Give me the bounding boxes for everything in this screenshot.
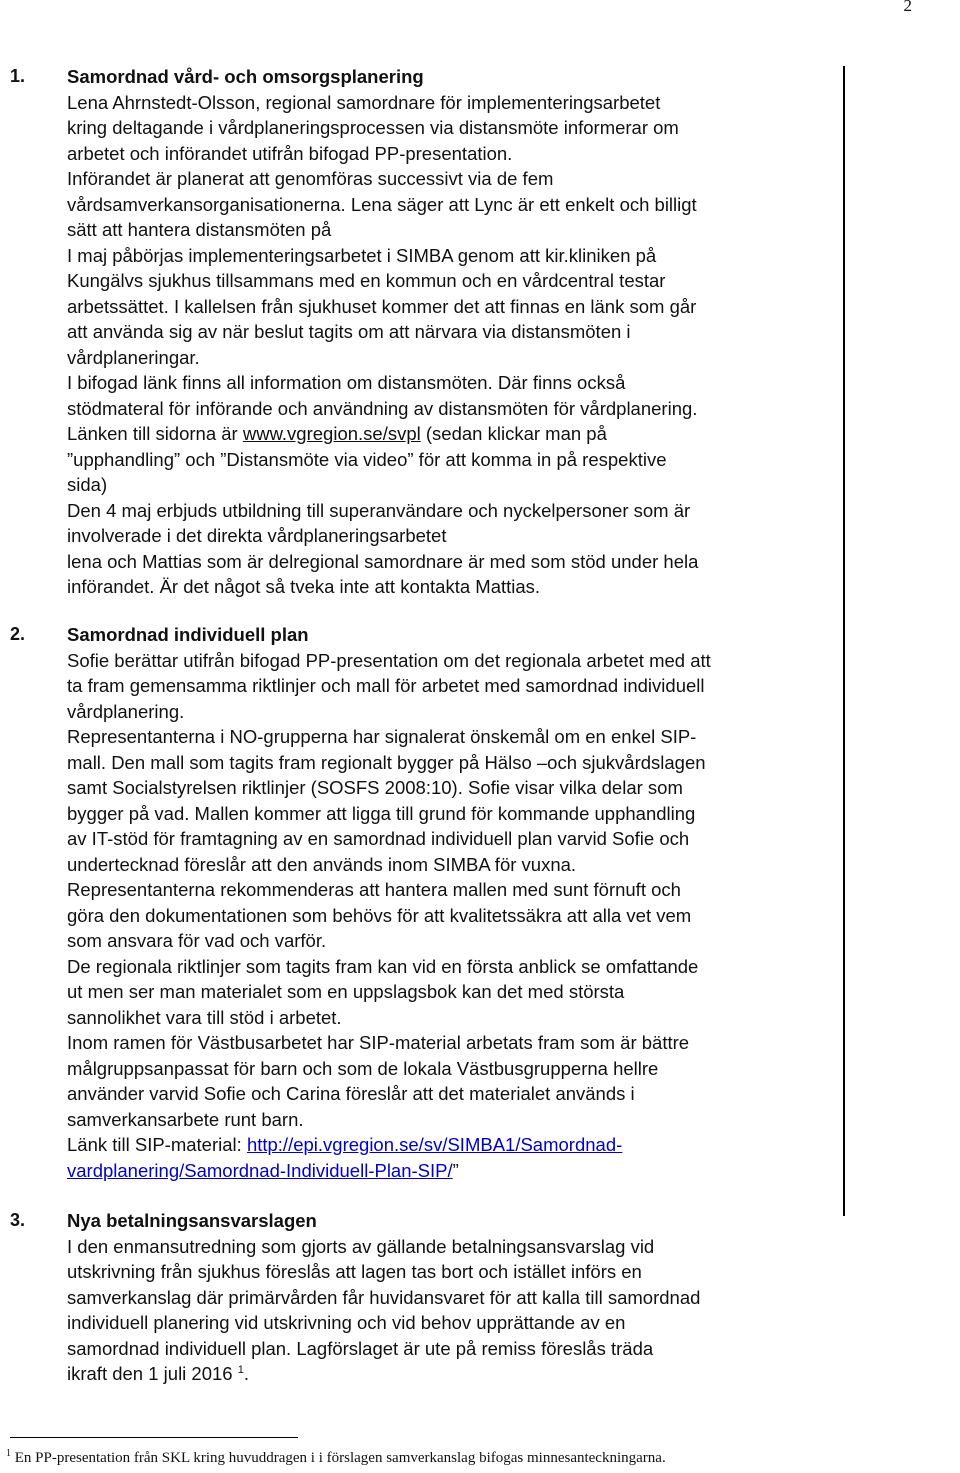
footnote-text: En PP-presentation från SKL kring huvuddragen i i förslagen samverkanslag bifogas minnesanteckningarna. — [11, 1450, 666, 1466]
text-line: involverade i det direkta vårdplaneringsarbetet — [67, 525, 447, 546]
text-line: Sofie berättar utifrån bifogad PP-presentation om det regionala arbetet med att — [67, 649, 711, 671]
link-suffix: (sedan klickar man på — [420, 423, 607, 444]
text-line: samverkanslag där primärvården får huvidansvaret för att kalla till samordnad — [67, 1286, 701, 1308]
text-line: av IT-stöd för framtagning av en samordnad individuell plan varvid Sofie och — [67, 828, 690, 849]
text-line: använder varvid Sofie och Carina föreslår att det materialet används i — [67, 1083, 635, 1104]
text-line: I bifogad länk finns all information om distansmöten. Där finns också — [67, 372, 626, 393]
text-line: sida) — [67, 474, 108, 495]
link-line — [67, 1158, 857, 1184]
text-line: vårdplaneringar. — [67, 346, 200, 368]
text-line: ut men ser man materialet som en uppslagsbok kan det med största — [67, 981, 625, 1002]
link-line — [67, 421, 857, 447]
text-line: stödmateral för införande och användning av distansmöten för vårdplanering. — [67, 397, 698, 419]
text-line: att använda sig av när beslut tagits om att närvara via distansmöten i — [67, 321, 631, 342]
footnote-marker: 1 — [6, 1448, 11, 1459]
text-line: Representanterna i NO-grupperna har signalerat önskemål om en enkel SIP- — [67, 726, 697, 747]
link-line — [67, 1132, 857, 1158]
link-label: Länk till SIP-material: — [67, 1134, 247, 1155]
text-line: sannolikhet vara till stöd i arbetet. — [67, 1006, 342, 1028]
text-line: individuell planering vid utskrivning och vid behov upprättande av en — [67, 1312, 626, 1333]
text-line: samordnad individuell plan. Lagförslaget är ute på remiss föreslås träda — [67, 1337, 654, 1359]
text-line: Inom ramen för Västbusarbetet har SIP-material arbetats fram som är bättre — [67, 1032, 690, 1053]
sip-material-link[interactable]: http://epi.vgregion.se/sv/SIMBA1/Samordnad- — [246, 1134, 623, 1155]
text-line: samverkansarbete runt barn. — [67, 1108, 304, 1130]
text-line: kring deltagande i vårdplaneringsprocessen via distansmöte informerar om — [67, 117, 679, 138]
text-line: som ansvara för vad och varför. — [67, 930, 327, 951]
website-link[interactable]: www.vgregion.se/svpl — [242, 423, 421, 444]
text-line: De regionala riktlinjer som tagits fram kan vid en första anblick se omfattande — [67, 955, 699, 977]
sip-material-link-continued[interactable]: vardplanering/Samordnad-Individuell-Plan-SIP/ — [67, 1159, 453, 1181]
text-line: Lena Ahrnstedt-Olsson, regional samordnare för implementeringsarbetet — [67, 91, 661, 113]
text-line: mall. Den mall som tagits fram regionalt bygger på Hälso –och sjukvårdslagen — [67, 751, 706, 773]
page-number: 2 — [903, 0, 912, 15]
footnote — [6, 1448, 666, 1468]
link-prefix: Länken till sidorna är — [67, 423, 243, 444]
text-line: utskrivning från sjukhus föreslås att lagen tas bort och istället införs en — [67, 1261, 642, 1282]
section-body — [67, 622, 857, 1183]
text-line: samt Socialstyrelsen riktlinjer (SOSFS 2008:10). Sofie visar vilka delar som — [67, 777, 683, 798]
text-line: arbetssättet. I kallelsen från sjukhuset kommer det att finnas en länk som går — [67, 295, 697, 317]
text-line: Den 4 maj erbjuds utbildning till superanvändare och nyckelpersoner som är — [67, 499, 691, 521]
text-line: bygger på vad. Mallen kommer att ligga till grund för kommande upphandling — [67, 802, 696, 824]
text-line: ”upphandling” och ”Distansmöte via video” för att komma in på respektive — [67, 448, 667, 470]
text-line: I den enmansutredning som gjorts av gällande betalningsansvarslag vid — [67, 1235, 655, 1257]
section-title: Samordnad vård- och omsorgsplanering — [67, 66, 424, 87]
section-number: 1. — [10, 66, 26, 86]
section-body — [67, 1208, 857, 1387]
text-line: Införandet är planerat att genomföras successivt via de fem — [67, 168, 554, 189]
text-line — [67, 1361, 857, 1387]
section-number: 3. — [10, 1210, 26, 1230]
text-line: införandet. Är det något så tveka inte att kontakta Mattias. — [67, 576, 541, 597]
text-line: vårdsamverkansorganisationerna. Lena säger att Lync är ett enkelt och billigt — [67, 193, 697, 215]
text-line: målgruppsanpassat för barn och som de lokala Västbusgrupperna hellre — [67, 1057, 659, 1079]
section-number: 2. — [10, 624, 26, 644]
last-line-text: ikraft den 1 juli 2016 — [67, 1363, 233, 1384]
text-line: vårdplanering. — [67, 700, 185, 722]
footnote-separator — [10, 1437, 298, 1438]
text-line: Representanterna rekommenderas att hantera mallen med sunt förnuft och — [67, 879, 681, 900]
text-line: Kungälvs sjukhus tillsammans med en kommun och en vårdcentral testar — [67, 270, 666, 291]
text-line: ta fram gemensamma riktlinjer och mall för arbetet med samordnad individuell — [67, 675, 705, 696]
footnote-reference[interactable]: 1 — [237, 1363, 244, 1376]
section-title: Samordnad individuell plan — [67, 624, 309, 645]
text-line: undertecknad föreslår att den används inom SIMBA för vuxna. — [67, 853, 577, 875]
section-title: Nya betalningsansvarslagen — [67, 1210, 317, 1231]
text-line: arbetet och införandet utifrån bifogad PP-presentation. — [67, 142, 513, 164]
text-line: göra den dokumentationen som behövs för att kvalitetssäkra att alla vet vem — [67, 904, 692, 926]
link-tail: ” — [452, 1159, 459, 1181]
text-line: I maj påbörjas implementeringsarbetet i SIMBA genom att kir.kliniken på — [67, 244, 657, 266]
last-line-end: . — [243, 1363, 249, 1384]
text-line: lena och Mattias som är delregional samordnare är med som stöd under hela — [67, 550, 699, 572]
text-line: sätt att hantera distansmöten på — [67, 219, 332, 240]
section-body — [67, 64, 857, 600]
